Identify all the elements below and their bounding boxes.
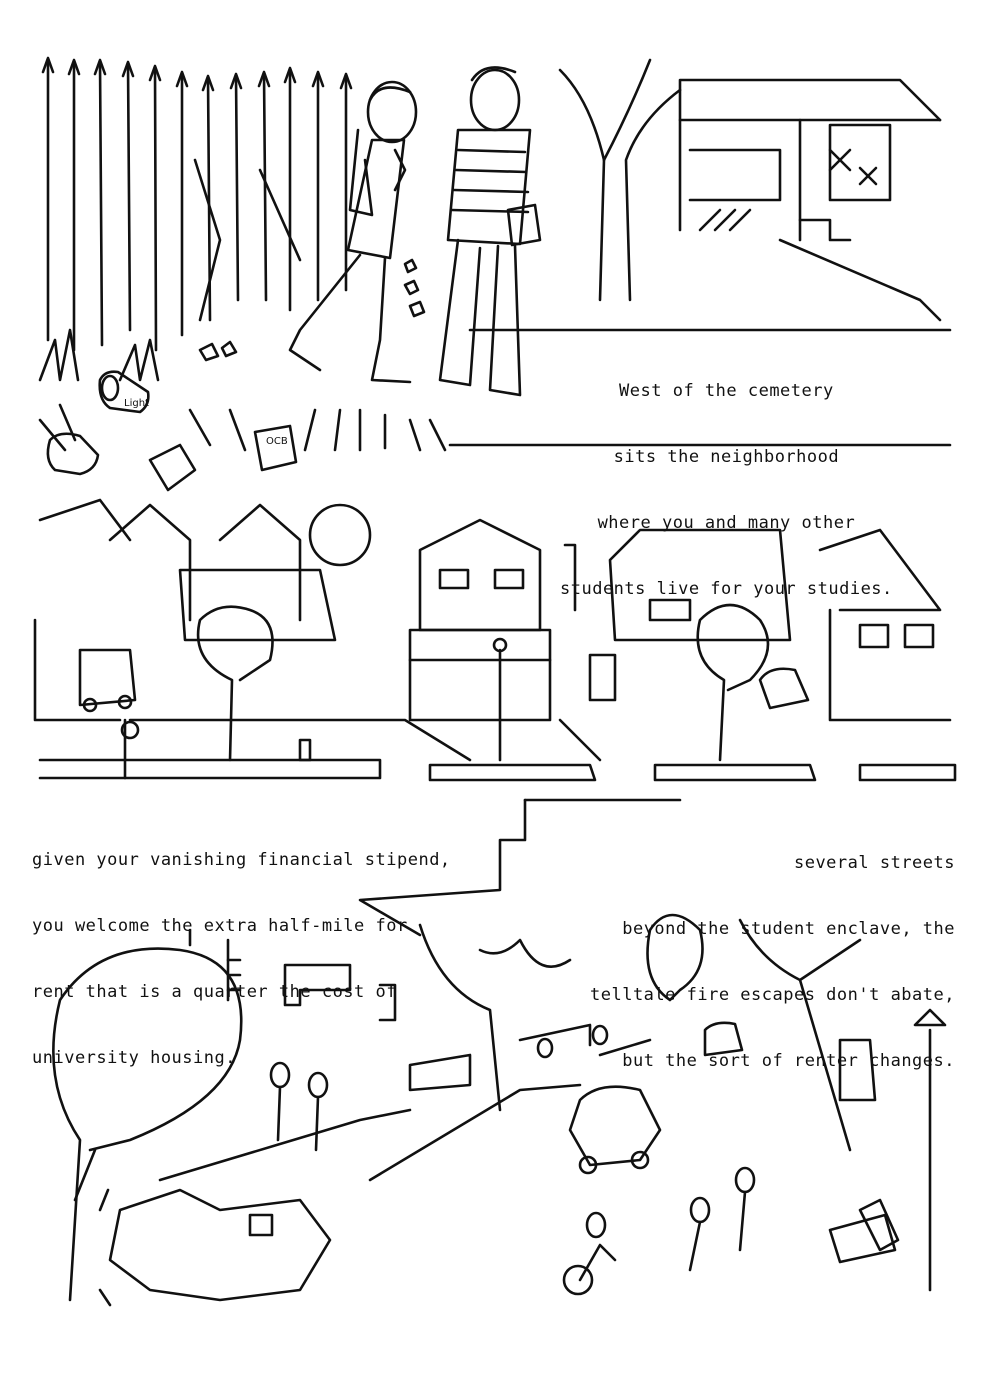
street-curbs [40,720,955,780]
panel-3-caption-left [32,805,451,1113]
can-label-light: Light [124,398,149,409]
cemetery-fence [43,58,351,350]
caption-line: West of the cemetery [619,381,834,401]
caption-line: students live for your studies. [560,579,893,599]
panel-1-caption [560,336,893,644]
caption-line: given your vanishing financial stipend, [32,850,451,870]
can-label-ocb: OCB [266,436,288,447]
caption-line: you welcome the extra half-mile for [32,916,408,936]
caption-line: sits the neighborhood [613,447,840,467]
caption-line: telltale fire escapes don't abate, [590,985,955,1005]
caption-line: but the sort of renter changes. [622,1051,955,1071]
caption-line: rent that is a quarter the cost of [32,982,397,1002]
caption-line: beyond the student enclave, the [622,919,955,939]
panel-3-caption-right [500,808,955,1116]
two-students-walking [290,68,540,396]
caption-line: university housing. [32,1048,236,1068]
caption-line: several streets [793,853,955,873]
caption-line: where you and many other [597,513,856,533]
